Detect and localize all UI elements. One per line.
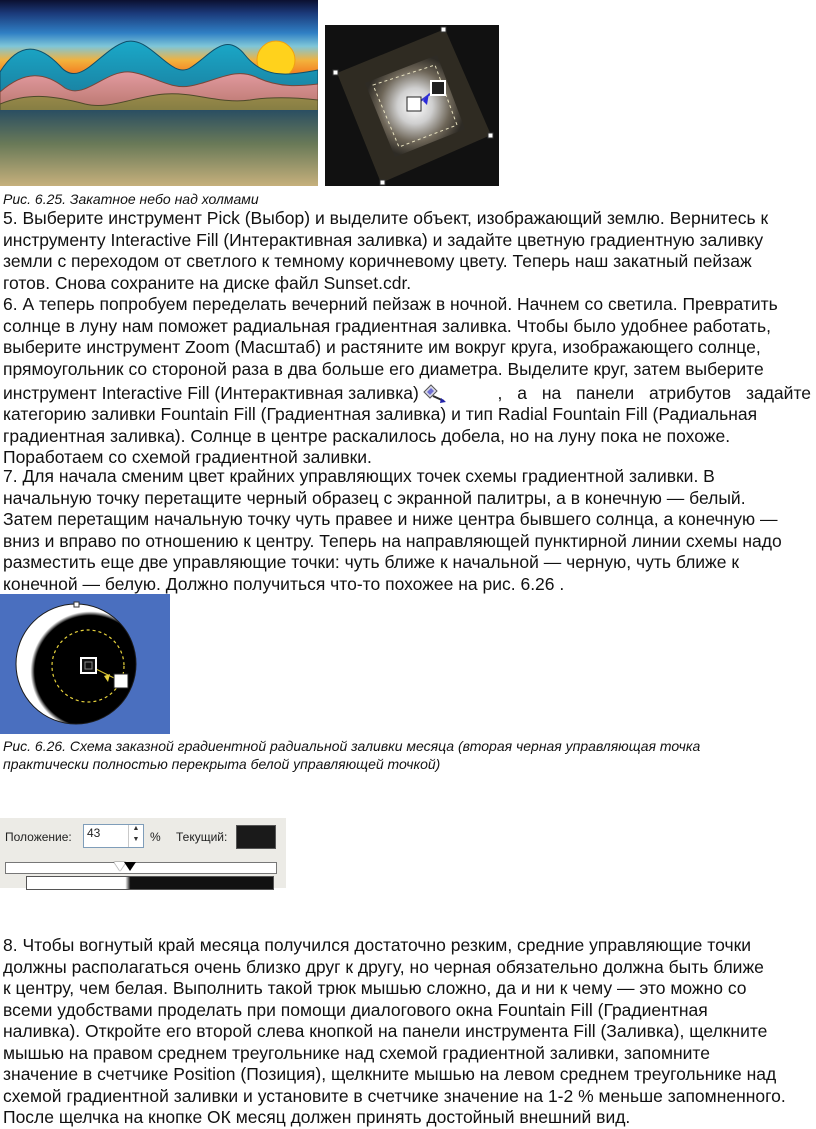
text-line-with-icon [3, 380, 811, 404]
text-line: конечной — белую. Должно получиться что-то похожее на рис. 6.26 . [3, 573, 565, 594]
text-fragment: инструмент Interactive Fill (Интерактивная заливка) [3, 382, 419, 403]
text-line: наливка). Откройте его второй слева кнопкой на панели инструмента Fill (Заливка), щелкните [3, 1021, 768, 1041]
text-line: Затем перетащим начальную точку чуть правее и ниже центра бывшего солнца, а конечную — [3, 509, 778, 529]
text-line: должны располагаться очень близко друг к другу, но черная обязательно должна быть ближе [3, 956, 764, 977]
text-line: всеми удобствами проделать при помощи диалогового окна Fountain Fill (Градиентная [3, 999, 708, 1020]
text-line: инструменту Interactive Fill (Интерактивная заливка) и задайте цветную градиентную заливку [3, 229, 764, 250]
position-spinner[interactable] [83, 824, 144, 848]
moon-gradient-scheme [0, 594, 170, 734]
percent-sign: % [150, 830, 161, 844]
text-line: готов. Снова сохраните на диске файл Sunset.cdr. [3, 272, 412, 293]
text-line: земли с переходом от светлого к темному коричневому цвету. Теперь наш закатный пейзаж [3, 251, 752, 271]
text-line: категорию заливки Fountain Fill (Градиентная заливка) и тип Radial Fountain Fill (Радиальная [3, 404, 758, 424]
current-color-swatch[interactable] [236, 825, 276, 849]
text-line: значение в счетчике Position (Позиция), щелкните мышью на левом среднем треугольнике над [3, 1064, 777, 1084]
step-7-paragraph [3, 466, 811, 595]
text-line: градиентная заливка). Солнце в центре раскалилось добела, но на луну пока не похоже. [3, 425, 731, 446]
step-5-paragraph [3, 208, 811, 294]
spinner-down-icon[interactable]: ▼ [132, 836, 140, 843]
text-line: После щелчка на кнопке ОК месяц должен принять достойный внешний вид. [3, 1107, 631, 1127]
step-8-paragraph [3, 935, 811, 1129]
text-line: мышью на правом среднем треугольнике над схемой градиентной заливки, запомните [3, 1042, 710, 1063]
interactive-fill-scheme-square [325, 25, 499, 186]
caption-line: Рис. 6.26. Схема заказной градиентной радиальной заливки месяца (вторая черная управляющая точка [3, 738, 701, 754]
caption-line: практически полностью перекрыта белой управляющей точкой) [3, 756, 441, 772]
text-line: 8. Чтобы вогнутый край месяца получился достаточно резким, средние управляющие точки [3, 935, 751, 955]
text-line: разместить еще две управляющие точки: чуть ближе к начальной — черную, чуть ближе к [3, 552, 740, 572]
current-color-label: Текущий: [176, 830, 228, 844]
step-6-paragraph [3, 294, 811, 469]
gradient-preview-bar [26, 876, 274, 890]
position-value: 43 [87, 826, 101, 840]
text-line: к центру, чем белая. Выполнить такой трюк мышью сложно, да и ни к чему — это можно со [3, 978, 747, 998]
spinner-up-icon[interactable]: ▲ [132, 825, 140, 832]
gradient-marker-track[interactable] [5, 862, 277, 874]
text-line: солнце в луну нам поможет радиальная градиентная заливка. Чтобы было удобнее работать, [3, 315, 771, 336]
sunset-illustration [0, 0, 318, 186]
text-line: 7. Для начала сменим цвет крайних управляющих точек схемы градиентной заливки. В [3, 466, 715, 486]
figure-6-26-caption [3, 737, 813, 773]
text-line: 5. Выберите инструмент Pick (Выбор) и выделите объект, изображающий землю. Вернитесь к [3, 208, 769, 228]
text-line: прямоугольник со стороной раза в два больше его диаметра. Выделите круг, затем выберите [3, 358, 764, 379]
position-label: Положение: [5, 830, 72, 844]
text-line: вниз и вправо по отношению к центру. Теперь на направляющей пунктирной линии схемы надо [3, 530, 782, 551]
text-line: начальную точку перетащите черный образец с экранной палитры, а в конечную — белый. [3, 487, 746, 508]
fountain-fill-dialog-fragment [0, 818, 286, 888]
text-line: Поработаем со схемой градиентной заливки. [3, 447, 372, 467]
gradient-marker-black[interactable] [124, 862, 136, 871]
text-line: схемой градиентной заливки и установите в счетчике значение на 1-2 % меньше запомненного. [3, 1085, 786, 1106]
figure-6-25-caption: Рис. 6.25. Закатное небо над холмами [3, 191, 259, 207]
text-fragment: , а на панели атрибутов задайте [497, 382, 811, 403]
text-line: 6. А теперь попробуем переделать вечерний пейзаж в ночной. Начнем со светила. Превратить [3, 294, 778, 314]
interactive-fill-icon [421, 382, 447, 404]
text-line: выберите инструмент Zoom (Масштаб) и растяните им вокруг круга, изображающего солнце, [3, 337, 761, 357]
